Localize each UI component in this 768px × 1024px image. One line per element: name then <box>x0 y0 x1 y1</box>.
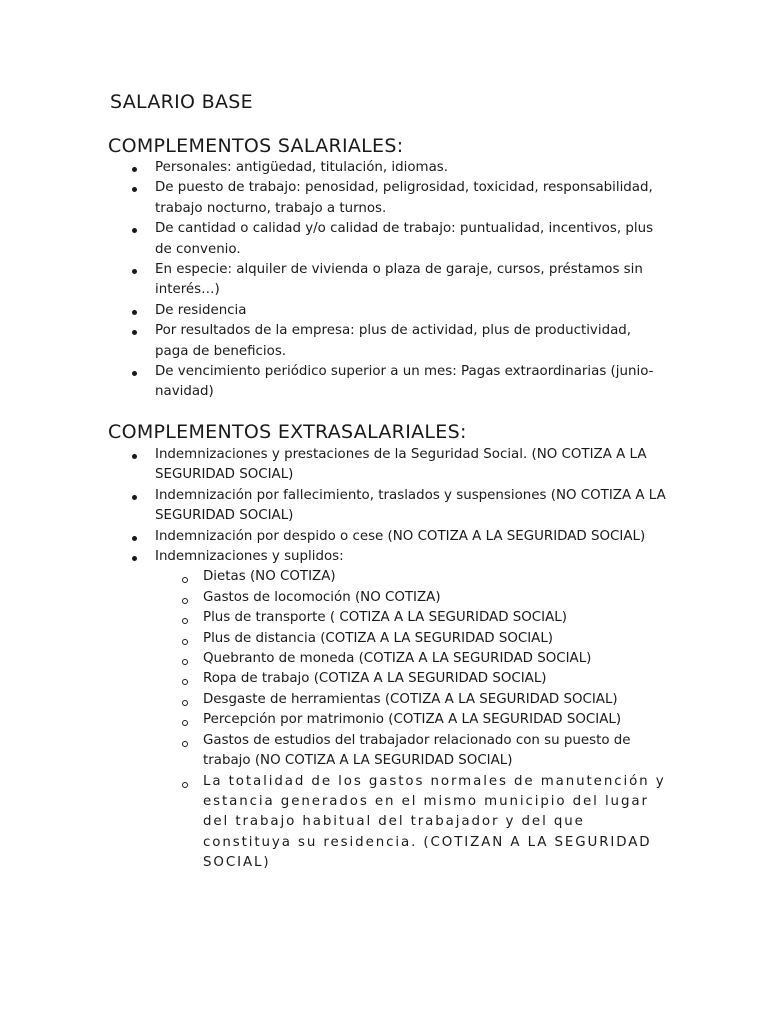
sublist-item <box>155 608 668 628</box>
list-item-text: De vencimiento periódico superior a un mes: Pagas extraordinarias (junio-navidad) <box>155 364 654 400</box>
bullet-icon <box>132 228 137 233</box>
circle-bullet-icon <box>182 741 188 747</box>
sublist-item <box>155 669 668 689</box>
sublist-item-text: Ropa de trabajo (COTIZA A LA SEGURIDAD SOCIAL) <box>203 671 547 687</box>
list-item <box>0 321 768 362</box>
circle-bullet-icon <box>182 782 188 788</box>
heading-complementos-extrasalariales: COMPLEMENTOS EXTRASALARIALES: <box>108 421 467 443</box>
circle-bullet-icon <box>182 639 188 645</box>
list-item <box>0 219 768 260</box>
list-complementos-salariales <box>0 158 768 403</box>
list-item-text: En especie: alquiler de vivienda o plaza de garaje, cursos, préstamos sin interés…) <box>155 262 643 298</box>
sublist-item-text: Gastos de locomoción (NO COTIZA) <box>203 589 441 605</box>
bullet-icon <box>132 310 137 315</box>
list-item-text: Personales: antigüedad, titulación, idiomas. <box>155 160 449 175</box>
sublist-suplidos <box>155 567 668 873</box>
list-item <box>0 301 768 321</box>
list-complementos-extrasalariales <box>0 445 768 874</box>
circle-bullet-icon <box>182 679 188 685</box>
circle-bullet-icon <box>182 720 188 726</box>
list-item <box>0 158 768 178</box>
bullet-icon <box>132 269 137 274</box>
sublist-item-text: Quebranto de moneda (COTIZA A LA SEGURIDAD SOCIAL) <box>203 651 592 667</box>
sublist-item-text: Gastos de estudios del trabajador relacionado con su puesto de trabajo (NO COTIZA A LA SEGURIDAD SOCIAL) <box>203 732 631 769</box>
list-item <box>0 362 768 403</box>
sublist-item-text: Dietas (NO COTIZA) <box>203 569 336 585</box>
list-item-text: Indemnizaciones y prestaciones de la Seguridad Social. (NO COTIZA A LA SEGURIDAD SOCIAL) <box>155 447 647 483</box>
list-item-text: De puesto de trabajo: penosidad, peligrosidad, toxicidad, responsabilidad, trabajo nocturno, trabajo a turnos. <box>155 180 653 216</box>
sublist-item <box>155 690 668 710</box>
list-item <box>0 547 768 874</box>
sublist-item-text: Percepción por matrimonio (COTIZA A LA SEGURIDAD SOCIAL) <box>203 712 622 728</box>
sublist-item <box>155 649 668 669</box>
sublist-item <box>155 629 668 649</box>
bullet-icon <box>132 167 137 172</box>
sublist-item <box>155 731 668 772</box>
sublist-item-text: Desgaste de herramientas (COTIZA A LA SEGURIDAD SOCIAL) <box>203 691 618 707</box>
sublist-item <box>155 567 668 587</box>
sublist-item <box>155 772 668 874</box>
circle-bullet-icon <box>182 659 188 665</box>
list-item-text: Indemnizaciones y suplidos: <box>155 549 344 565</box>
list-item-text: Por resultados de la empresa: plus de actividad, plus de productividad, paga de beneficios. <box>155 323 632 359</box>
heading-complementos-salariales: COMPLEMENTOS SALARIALES: <box>108 135 404 157</box>
heading-salario-base: SALARIO BASE <box>110 91 253 113</box>
sublist-item <box>155 588 668 608</box>
circle-bullet-icon <box>182 598 188 604</box>
circle-bullet-icon <box>182 577 188 583</box>
bullet-icon <box>132 536 137 541</box>
list-item-text: Indemnización por fallecimiento, traslados y suspensiones (NO COTIZA A LA SEGURIDAD SOCIAL) <box>155 487 666 524</box>
sublist-item-text: Plus de distancia (COTIZA A LA SEGURIDAD SOCIAL) <box>203 630 554 646</box>
circle-bullet-icon <box>182 700 188 706</box>
list-item <box>0 178 768 219</box>
list-item <box>0 527 768 547</box>
bullet-icon <box>132 454 137 459</box>
sublist-item <box>155 710 668 730</box>
bullet-icon <box>132 495 137 500</box>
sublist-item-text: La totalidad de los gastos normales de manutención y estancia generados en el mismo municipio del lugar del trabajo habitual del trabajador y del que constituya su residencia. (COTIZAN A LA SEGURIDAD SOCIAL) <box>203 773 666 871</box>
list-item <box>0 445 768 486</box>
bullet-icon <box>132 371 137 376</box>
sublist-item-text: Plus de transporte ( COTIZA A LA SEGURIDAD SOCIAL) <box>203 610 567 626</box>
list-item-text: Indemnización por despido o cese (NO COTIZA A LA SEGURIDAD SOCIAL) <box>155 528 646 544</box>
bullet-icon <box>132 187 137 192</box>
list-item <box>0 486 768 527</box>
list-item-text: De cantidad o calidad y/o calidad de trabajo: puntualidad, incentivos, plus de convenio. <box>155 221 654 257</box>
bullet-icon <box>132 330 137 335</box>
bullet-icon <box>132 556 137 561</box>
list-item <box>0 260 768 301</box>
circle-bullet-icon <box>182 618 188 624</box>
list-item-text: De residencia <box>155 302 247 318</box>
